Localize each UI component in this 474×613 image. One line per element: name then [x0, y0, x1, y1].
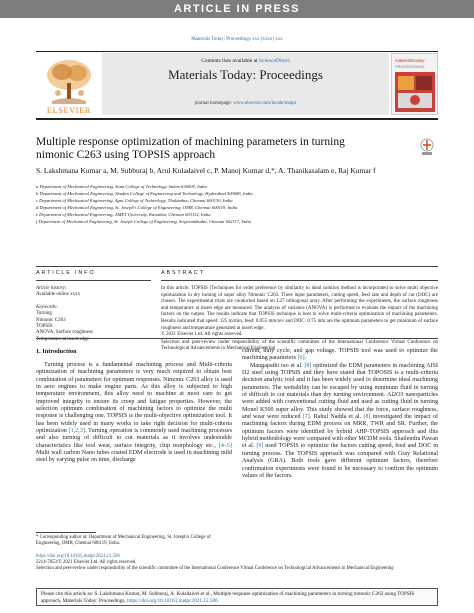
- journal-homepage-line: [102, 101, 389, 106]
- abstract-bottom-rule: [36, 338, 438, 339]
- abstract-copyright: © 2021 Elsevier Ltd. All rights reserved.: [161, 332, 243, 338]
- affiliation-e: e Department of Mechanical Engineering, AMET University, Kanathur, Chennai 603112, India: [36, 212, 211, 217]
- citation-link[interactable]: [9]: [256, 443, 264, 450]
- abstract-body: [161, 286, 438, 353]
- affiliation-c: c Department of Mechanical Engineering, Agni College of Technology, Thalambur, Chennai 600130, India: [36, 198, 233, 203]
- header-bottom-rule: [36, 118, 438, 120]
- article-info-rule: [36, 280, 151, 281]
- abstract-rule: [161, 280, 438, 281]
- crossmark-icon[interactable]: [420, 138, 434, 156]
- citation-link[interactable]: [1,2,3]: [68, 428, 85, 435]
- body-text: Mangapathi rao et al.: [250, 362, 305, 369]
- contents-line: [102, 58, 389, 64]
- footer-selection-note: Selection and peer-review under responsibility of the scientific committee of the International Conference Virtual Conference on Technological Advancements in Mechanical Engineering: [36, 566, 394, 571]
- homepage-prefix: journal homepage:: [194, 101, 234, 106]
- abstract-label: ABSTRACT: [161, 270, 205, 276]
- keyword-item: ANOVA, Surface roughness: [36, 330, 93, 336]
- abstract-selection-note: Selection and peer-review under responsibility of the scientific committee of the International Conference Virtual Conference on Technological Advancements in Mechanical Engineering: [161, 339, 438, 352]
- body-text: . Rahul Nadda et al.: [309, 414, 364, 421]
- history-label: Article history:: [36, 286, 67, 291]
- body-text: Multi wall carbon Nano tubes coated EDM electrode is used in machining mild steel by varying pulse on time, discharge: [36, 450, 232, 464]
- body-right-column: [242, 348, 438, 480]
- corresponding-author-note: * Corresponding author at: Department of Mechanical Engineering, St. Joseph's College of Engineering, OMR, Chennai 600119, India.: [36, 535, 211, 546]
- paper-title: Multiple response optimization of machining parameters in turning nimonic C263 using TOPSIS approach: [36, 136, 345, 161]
- affiliation-f: f Department of Mechanical Engineering, St. Joseph College of Engineering, Sriperumbudur, Chennai 602117, India: [36, 219, 252, 224]
- citation-link[interactable]: [4–5]: [218, 442, 232, 449]
- body-text: . Turning operation is commonly used machining processes and also turning of difficult to cut materials as it involves undesirable characteristics like tool wear, surface integrity, chip morphology etc.,: [36, 428, 233, 449]
- publisher-logo-text: ELSEVIER: [46, 106, 92, 115]
- citation-box: [36, 588, 438, 606]
- article-in-press-banner: ARTICLE IN PRESS: [0, 0, 474, 18]
- affiliation-a: a Department of Mechanical Engineering, Sona College of Technology, Salem 636005, India: [36, 184, 207, 189]
- citation-link[interactable]: [7]: [302, 414, 310, 421]
- keyword-item: TOPSIS: [36, 324, 53, 330]
- body-text: current, duty cycle, and gap voltage. TOPSIS tool was used to optimize the machining parameters: [242, 348, 438, 362]
- header-top-rule: [36, 51, 438, 52]
- citation-box-doi-link[interactable]: https://doi.org/10.1016/j.matpr.2021.12.506: [126, 598, 218, 604]
- keyword-item: Turning: [36, 311, 52, 317]
- info-top-rule: [36, 266, 438, 267]
- keyword-item: Nimonic C263: [36, 317, 66, 323]
- elsevier-tree-logo-icon: [38, 55, 100, 113]
- sciencedirect-link[interactable]: ScienceDirect: [258, 58, 290, 64]
- contents-prefix: Contents lists available at: [201, 58, 259, 64]
- cover-title-line2: PROCEEDINGS: [395, 64, 425, 69]
- homepage-url-link[interactable]: www.elsevier.com/locate/matpr: [233, 101, 297, 106]
- body-left-column: [36, 362, 232, 465]
- history-value: Available online xxxx: [36, 292, 81, 298]
- citation-link[interactable]: [6]: [297, 355, 305, 362]
- journal-citation-line[interactable]: Materials Today: Proceedings xxx (xxxx) xxx: [191, 37, 283, 42]
- cover-artwork-icon: [395, 72, 435, 112]
- section-heading-introduction: 1. Introduction: [36, 348, 77, 355]
- author-list: S. Lakshmana Kumar a, M. Subburaj b, Arul Kuladaivel c, P. Manoj Kumar d,*, A. Thanikasalam e, Raj Kumar f: [36, 166, 376, 175]
- article-info-block: [36, 286, 151, 343]
- footnote-rule: [36, 532, 96, 533]
- body-text: used TOPSIS to optimize the factors cutting speed, feed and DOC in turning process. The TOPSIS approach was compared with Gray Relational Analysis (GRA). Both tools gave different optimum factors, therefore confirmation experiments were found to be necessary to confirm the optimum values of the factors.: [242, 443, 438, 479]
- journal-title[interactable]: Materials Today: Proceedings: [168, 67, 323, 82]
- doi-link[interactable]: https://doi.org/10.1016/j.matpr.2021.12.506: [36, 554, 120, 559]
- body-text: .: [304, 355, 307, 362]
- keywords-label: Keywords:: [36, 304, 58, 310]
- body-text: investigated the impact of machining factors during EDM process on MRR, TWR and SR. Further, the optimum factors were identified by hybrid AHP-TOPSIS approach and this hybrid methodology were compared with other MCDM tools. Shailendra Pawan et al.: [242, 414, 438, 450]
- affiliation-b: b Department of Mechanical Engineering, Shadan College of Engineering and Technology, Hyderabad 500086, India: [36, 191, 253, 196]
- body-text: optimized the EDM parameters in machining AISI D2 steel using TOPSIS and they have stated that TOPOSIS is a multi-criteria decision analytic tool and it has been widely used to determine ideal machining parameters. The wettability can be escaped by using minimum fluid in turning of difficult to cut materials than dry turning environment. Al2O3 nanoparticles were added with conventional cutting fluid and used as cutting fluid in turning Monel K500 super alloy. This study showed that the force, surface roughness, and wear were reduced: [242, 362, 438, 421]
- journal-cover-thumbnail[interactable]: [391, 53, 438, 115]
- body-text: Turning process is a fundamental machining process and Multi-criteria optimization of machining parameters is very much required to obtain best combination of parameters for optimum responses. Nimonic C263 alloy is used in aero engines to make engine parts. As this alloy is subjected to high temperature environment, this alloy need to machine at most care to get improved integrity to ensure its creep and fatigue properties. However, the selection optimum combination of machining factors to optimize the multi response is challenging one. TOPSIS is the multi-objective optimization tool. It has been widely used in many works to take right decision for multi-criteria optimization: [36, 362, 232, 435]
- issn-line: 2214-7853/© 2021 Elsevier Ltd. All rights reserved.: [36, 560, 137, 565]
- article-info-label: ARTICLE INFO: [36, 270, 96, 276]
- citation-box-text: Please cite this article as: S. Lakshmana Kumar, M. Subburaj, A. Kuladaivel et al., Multiple response optimization of machining parameters in turning nimonic C263 using TOPSIS approach, Materials Today: Proceedings,: [41, 591, 415, 604]
- citation-link[interactable]: [8]: [363, 414, 371, 421]
- citation-link[interactable]: [8]: [304, 362, 312, 369]
- affiliation-d: d Department of Mechanical Engineering, St. Joseph's College of Engineering, OMR, Chennai 600119, India: [36, 205, 238, 210]
- cover-title-line1: materialstoday:: [395, 58, 426, 63]
- affiliation-list: [36, 183, 438, 225]
- abstract-paragraph: In this article, TOPSIS (Techniques for order preference by similarity to ideal solution method is incorporated to solve multi objective optimization in dry turning of super alloy Nimonic C263. Three input parameters, cutting speed, feed rate and depth of cut (DOC) are chosen. The experimental trials are conducted based on L27 orthogonal array. After performing the experiments, the surface roughness and temperature at insert edge are measured. The analysis of variance (ANOVA) is performed to evaluate the impact of the machining factors on the output. The results indicate that TOPSIS technique is best to solve multi-criteria optimization of machining parameters. Results indicated that speed: 125 m/min, feed: 0.055 mm/rev and DOC: 0.75 mm are the optimum parameters to get minimum of surface roughness and temperature generated at insert edge.: [161, 286, 438, 331]
- keyword-item: Temperature at insert edge: [36, 336, 90, 342]
